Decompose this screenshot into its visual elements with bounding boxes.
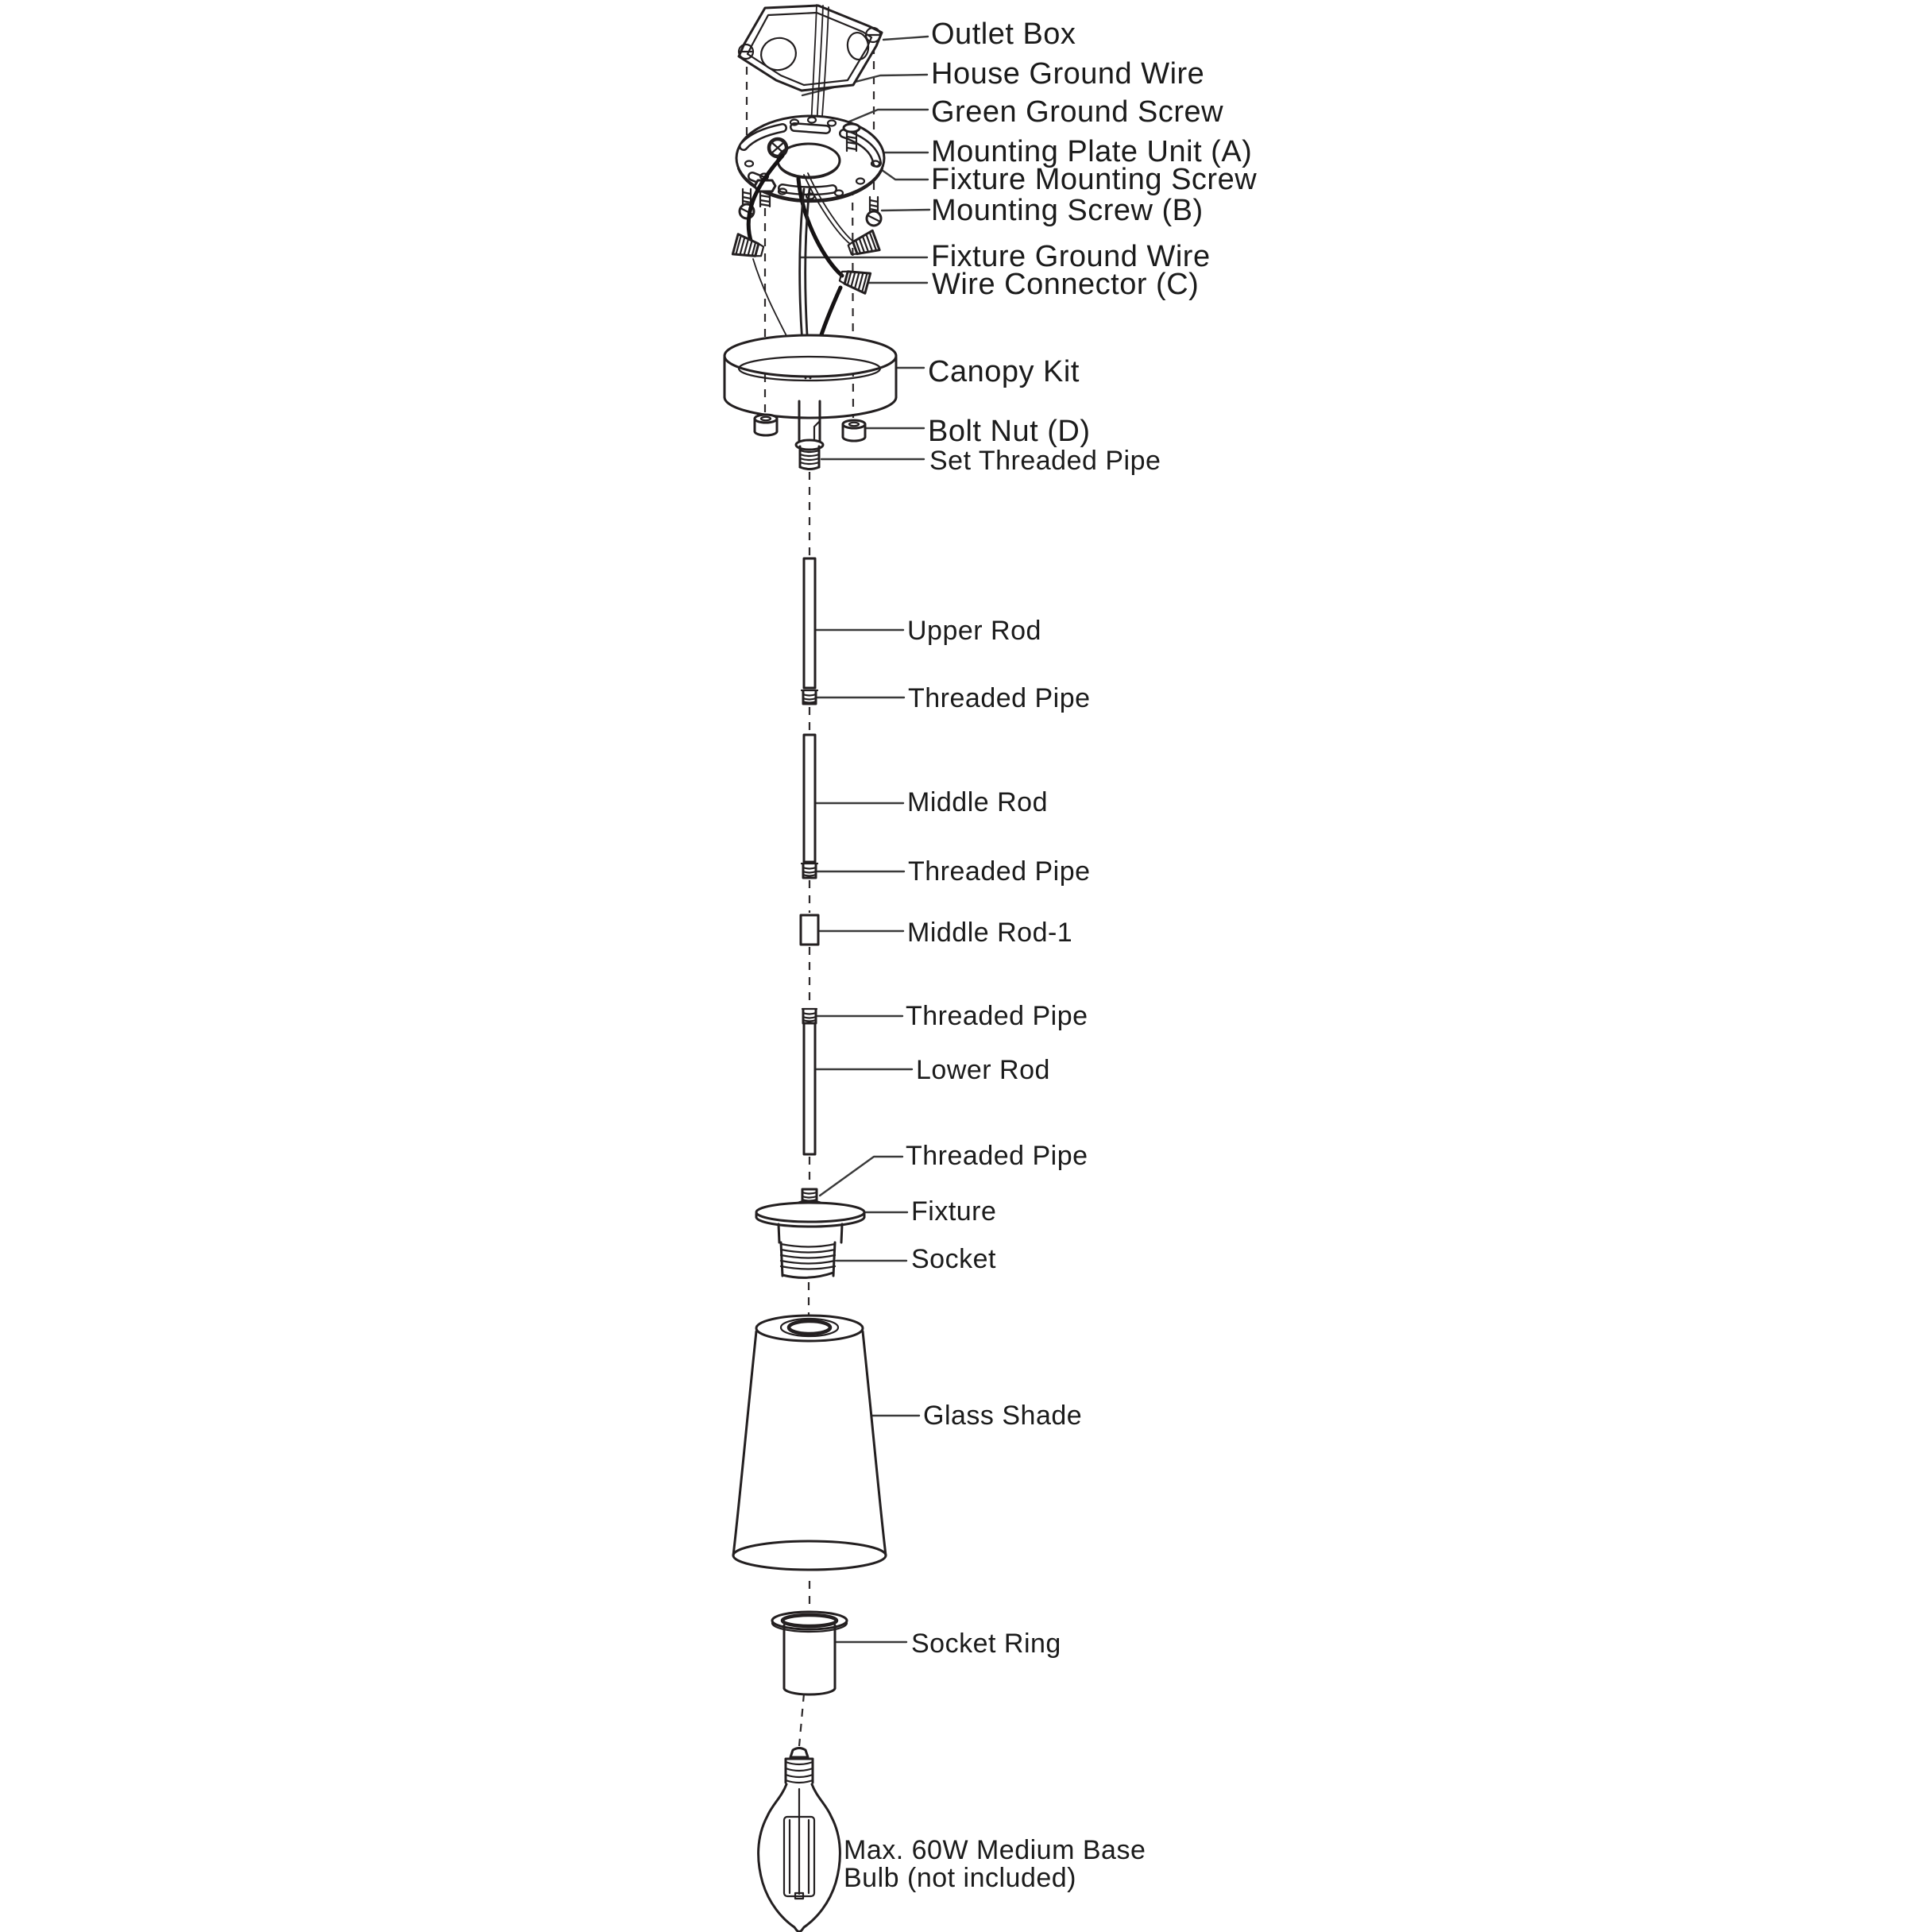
label-fixture-ground-wire: Fixture Ground Wire (931, 240, 1211, 273)
label-socket: Socket (911, 1244, 996, 1274)
fixture-part (756, 1203, 864, 1242)
threaded-pipe-part-1 (802, 690, 817, 704)
bulb-note-line-1: Max. 60W Medium Base (844, 1835, 1146, 1865)
label-fixture-mounting-screw: Fixture Mounting Screw (931, 163, 1258, 196)
bolt-nut-left (755, 415, 777, 435)
label-fixture: Fixture (911, 1196, 997, 1227)
label-canopy-kit: Canopy Kit (928, 355, 1080, 388)
label-house-ground-wire: House Ground Wire (931, 57, 1205, 91)
dashed-guides (747, 46, 874, 1746)
socket-part (781, 1242, 835, 1277)
light-bulb (759, 1748, 840, 1932)
label-set-threaded-pipe: Set Threaded Pipe (929, 446, 1161, 476)
socket-ring-part (772, 1612, 847, 1694)
label-bolt-nut-d: Bolt Nut (D) (928, 415, 1091, 448)
wire-connector-lower (838, 266, 871, 293)
upper-rod-part (804, 558, 815, 688)
wire-connector-right (846, 230, 879, 259)
label-threaded-pipe-2: Threaded Pipe (908, 856, 1091, 887)
label-mounting-screw-b: Mounting Screw (B) (931, 194, 1204, 227)
label-green-ground-screw: Green Ground Screw (931, 95, 1224, 129)
label-middle-rod: Middle Rod (907, 787, 1048, 817)
mounting-plate-unit (736, 116, 884, 207)
label-wire-connector-c: Wire Connector (C) (932, 268, 1200, 301)
set-threaded-pipe-part (796, 440, 823, 469)
label-mounting-plate-unit: Mounting Plate Unit (A) (931, 135, 1253, 168)
outlet-box (739, 5, 882, 127)
label-threaded-pipe-4: Threaded Pipe (906, 1141, 1088, 1171)
threaded-pipe-part-3 (802, 1009, 817, 1023)
canopy-kit-part (724, 335, 896, 442)
glass-shade-part (733, 1316, 886, 1570)
middle-rod-1-part (801, 915, 818, 945)
mounting-screw-right (867, 197, 881, 226)
middle-rod-part (804, 735, 815, 862)
wire-connector-left (732, 234, 765, 261)
label-glass-shade: Glass Shade (923, 1401, 1083, 1431)
lower-rod-part (804, 1023, 815, 1154)
label-lower-rod: Lower Rod (916, 1055, 1050, 1085)
bulb-note-line-2: Bulb (not included) (844, 1863, 1077, 1893)
label-outlet-box: Outlet Box (931, 17, 1076, 51)
label-threaded-pipe-3: Threaded Pipe (906, 1001, 1088, 1031)
label-upper-rod: Upper Rod (907, 616, 1041, 646)
label-threaded-pipe-1: Threaded Pipe (908, 683, 1091, 713)
bolt-nut-right (843, 420, 865, 441)
bulb-filament (784, 1789, 814, 1899)
label-middle-rod-1: Middle Rod-1 (907, 918, 1073, 948)
threaded-pipe-part-2 (802, 864, 817, 878)
label-socket-ring: Socket Ring (911, 1629, 1061, 1659)
